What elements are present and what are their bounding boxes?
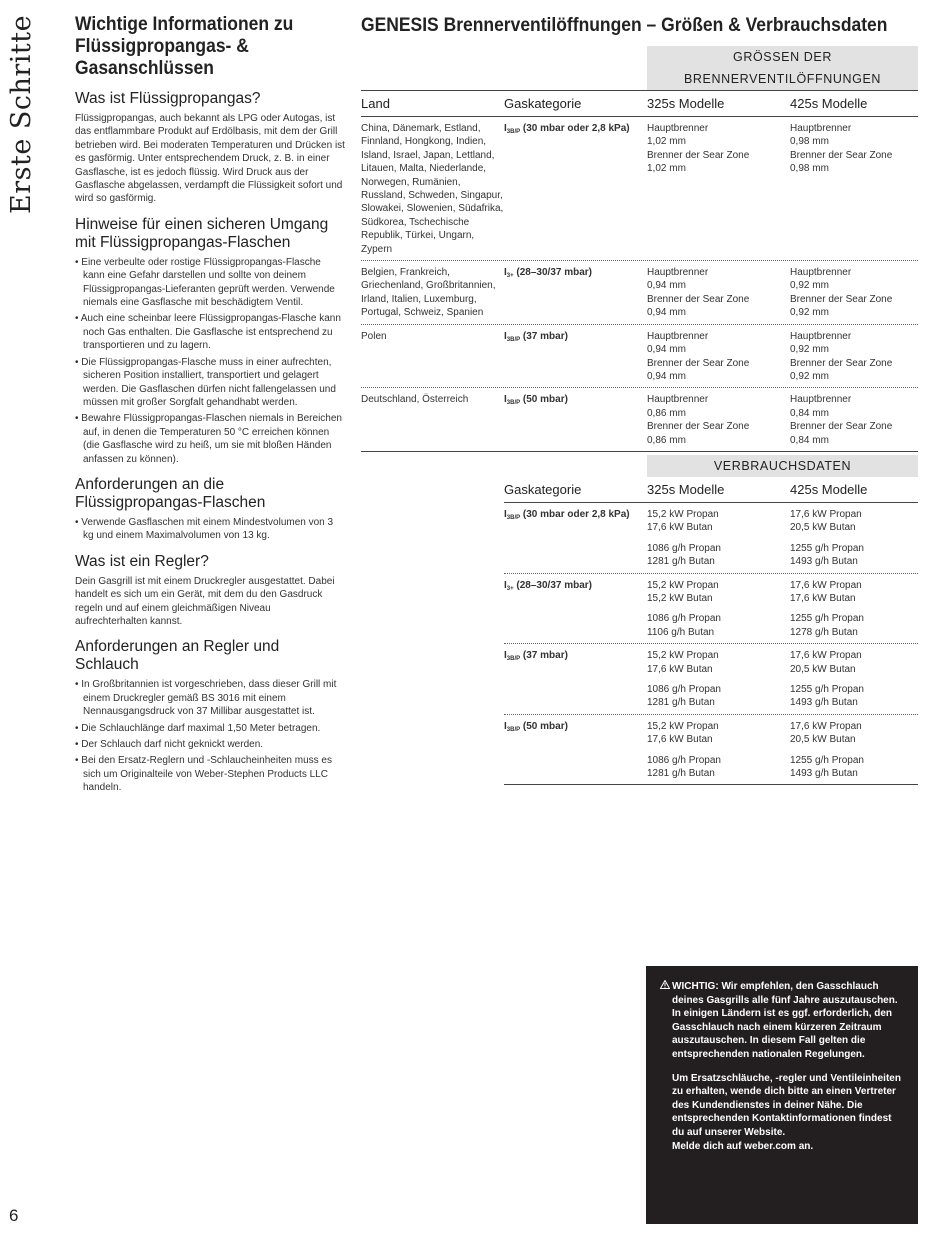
country-list: Belgien, Frankreich, Griechenland, Großbritannien, Irland, Italien, Luxemburg, Portugal, Schweiz, Spanien [361,267,496,319]
mass-flow-values: 1255 g/h Propan 1493 g/h Butan [790,684,864,709]
gas-pressure: (50 mbar) [520,394,568,406]
country-list: China, Dänemark, Estland, Finnland, Hongkong, Indien, Island, Israel, Japan, Lettland, Litauen, Malta, Niederlande, Norwegen, Rumänien, Russland, Schweden, Singapur, Slowakei, Slowenien, Südafrika, Südkorea, Tschechische Republik, Türkei, Ungarn, Zypern [361,123,504,255]
section-text-lpg: Flüssigpropangas, auch bekannt als LPG oder Autogas, ist das entflammbare Produkt auf Erdölbasis, mit dem der Grill betrieben wird. Bei moderaten Temperaturen und Drücken ist es gasförmig. Unter entsprechendem Druck, z. B. in einer Gasflasche, ist es jedoch flüssig. Wird Druck aus der Gasflasche abgelassen, verdampft die Flüssigkeit sofort und wird so gasförmig. [75,113,345,205]
header-325-models: 325s Modelle [647,96,725,111]
mass-flow-values: 1086 g/h Propan 1281 g/h Butan [647,542,721,568]
list-item: • Der Schlauch darf nicht geknickt werden. [75,738,345,751]
power-values: 17,6 kW Propan 20,5 kW Butan [790,650,862,675]
gas-symbol: I [504,123,507,134]
gas-symbol: I [504,579,507,591]
gas-subscript: 3+ [506,585,514,592]
table-row [504,574,918,645]
country-list: Polen [361,330,387,342]
gas-symbol: I [504,508,507,520]
orifice-325: Hauptbrenner 1,02 mm Brenner der Sear Zone 1,02 mm [647,123,750,175]
safe-handling-list [75,256,345,466]
consumption-425 [790,508,918,569]
table-row [504,644,918,715]
header-425-models: 425s Modelle [790,96,868,111]
power-values: 17,6 kW Propan 20,5 kW Butan [790,720,862,746]
header-gas-category: Gaskategorie [504,96,582,111]
gas-category [504,720,647,781]
mass-flow-values: 1255 g/h Propan 1493 g/h Butan [790,542,864,568]
table-row [361,117,918,261]
power-values: 17,6 kW Propan 20,5 kW Butan [790,508,862,534]
regulator-hose-list [75,678,345,794]
power-values: 15,2 kW Propan 17,6 kW Butan [647,720,719,746]
gas-subscript: 3B/P [506,129,521,135]
consumption-band: VERBRAUCHSDATEN [647,455,918,477]
gas-subscript: 3B/P [506,336,521,343]
orifice-425: Hauptbrenner 0,92 mm Brenner der Sear Zone 0,92 mm [790,330,893,382]
table-row [504,715,918,786]
warning-label: WICHTIG: [672,981,719,992]
gas-symbol: I [504,650,507,662]
consumption-425 [790,649,918,710]
warning-paragraph-1 [660,980,904,1062]
table-row [361,388,918,452]
header-425-models: 425s Modelle [790,481,868,497]
gas-pressure: (37 mbar) [520,330,568,342]
mass-flow-values: 1255 g/h Propan 1278 g/h Butan [790,613,864,638]
orifice-425: Hauptbrenner 0,92 mm Brenner der Sear Zone 0,92 mm [790,267,893,319]
gas-category [504,266,647,320]
table-row [361,325,918,389]
right-column [361,14,918,785]
list-item: • Bewahre Flüssigpropangas-Flaschen niemals in Bereichen auf, in denen die Temperaturen 50 °C erreichen können (die Gasflasche wird zu heiß, um sie mit bloßen Händen anfassen zu können). [75,412,345,466]
section-heading-cylinder-requirements: Anforderungen an die Flüssigpropangas-Flaschen [75,475,266,511]
country-list: Deutschland, Österreich [361,394,469,406]
gas-pressure: (37 mbar) [520,650,568,662]
header-325-models: 325s Modelle [647,481,725,497]
mass-flow-values: 1086 g/h Propan 1106 g/h Butan [647,613,721,638]
orifice-sizes-band: GRÖSSEN DER BRENNERVENTILÖFFNUNGEN [647,46,918,90]
list-item: • Verwende Gasflaschen mit einem Mindestvolumen von 3 kg und einem Maximalvolumen von 13 kg. [75,516,345,543]
gas-category [504,122,647,256]
left-column [75,14,345,798]
header-land: Land [361,96,390,111]
gas-category [504,649,647,710]
list-item: • Bei den Ersatz-Reglern und -Schlaucheinheiten muss es sich um Originalteile von Weber-Stephen Products LLC handeln. [75,754,345,794]
section-heading-lpg: Was ist Flüssigpropangas? [75,90,261,107]
list-item: • Die Schlauchlänge darf maximal 1,50 Meter betragen. [75,722,345,735]
gas-subscript: 3B/P [506,656,521,663]
power-values: 15,2 kW Propan 15,2 kW Butan [647,579,719,604]
page-number: 6 [9,1206,19,1225]
gas-category [504,508,647,569]
orifice-425: Hauptbrenner 0,98 mm Brenner der Sear Zone 0,98 mm [790,123,893,175]
gas-subscript: 3B/P [506,514,521,521]
list-item: • In Großbritannien ist vorgeschrieben, dass dieser Grill mit einem Druckregler gemäß BS 3016 mit einem Nennausgangsdruck von 37 Millibar ausgestattet ist. [75,678,345,718]
power-values: 17,6 kW Propan 17,6 kW Butan [790,579,862,604]
gas-pressure: (28–30/37 mbar) [513,579,593,591]
cylinder-requirements-list [75,516,345,543]
power-values: 15,2 kW Propan 17,6 kW Butan [647,508,719,534]
gas-subscript: 3+ [506,273,514,280]
gas-category [504,579,647,640]
list-item: • Die Flüssigpropangas-Flasche muss in einer aufrechten, sicheren Position installiert, transportiert und gelagert werden. Die Gasflaschen dürfen nicht fallengelassen und müssen mit großer Sorgfalt gehandhabt werden. [75,356,345,410]
warning-triangle-icon [660,980,672,994]
warning-box [646,966,918,1224]
orifice-table-body [361,117,918,452]
warning-text-3: Melde dich auf weber.com an. [672,1140,814,1152]
warning-text-1: Wir empfehlen, den Gasschlauch deines Gasgrills alle fünf Jahre auszutauschen. In einigen Ländern ist es ggf. erforderlich, den Gasschlauch nach einem kürzeren Zeitraum auszutauschen. In diesem Fall gelten die entsprechenden nationalen Regelungen. [672,981,898,1060]
warning-text-2: Um Ersatzschläuche, -regler und Ventileinheiten zu erhalten, wende dich bitte an einen Vertreter des Kundendienstes in deiner Nähe. Die entsprechenden Kontaktinformationen findest du auf unserer Website. [672,1072,901,1138]
mass-flow-values: 1255 g/h Propan 1493 g/h Butan [790,754,864,780]
main-heading: Wichtige Informationen zu Flüssigpropangas- & Gasanschlüssen [75,14,294,79]
consumption-325 [647,649,790,710]
gas-category [504,393,647,447]
gas-pressure: (30 mbar oder 2,8 kPa) [520,123,630,134]
consumption-table-header [504,477,918,503]
mass-flow-values: 1086 g/h Propan 1281 g/h Butan [647,684,721,709]
consumption-325 [647,579,790,640]
gas-category [504,330,647,384]
section-heading-safe-handling: Hinweise für einen sicheren Umgang mit Flüssigpropangas-Flaschen [75,215,329,251]
list-item: • Auch eine scheinbar leere Flüssigpropangas-Flasche kann noch Gas enthalten. Die Gasflasche ist entsprechend zu transportieren und zu lagern. [75,312,345,352]
orifice-325: Hauptbrenner 0,94 mm Brenner der Sear Zone 0,94 mm [647,330,750,382]
gas-subscript: 3B/P [506,726,521,733]
consumption-425 [790,579,918,640]
warning-paragraph-2 [660,1072,904,1154]
gas-symbol: I [504,394,507,406]
gas-pressure: (30 mbar oder 2,8 kPa) [520,508,630,520]
table-row [504,503,918,574]
gas-pressure: (28–30/37 mbar) [513,267,593,279]
table-row [361,261,918,325]
gas-symbol: I [504,267,507,279]
orifice-table-header [361,90,918,117]
section-text-regulator: Dein Gasgrill ist mit einem Druckregler ausgestattet. Dabei handelt es sich um ein Gerät, mit dem du den Gasdruck regeln und auf einem gleichmäßigen Niveau aufrechterhalten kannst. [75,575,335,627]
consumption-table-body [504,503,918,786]
gas-symbol: I [504,720,507,732]
section-heading-regulator: Was ist ein Regler? [75,552,209,570]
orifice-325: Hauptbrenner 0,94 mm Brenner der Sear Zone 0,94 mm [647,267,750,319]
orifice-325: Hauptbrenner 0,86 mm Brenner der Sear Zone 0,86 mm [647,394,750,446]
power-values: 15,2 kW Propan 17,6 kW Butan [647,650,719,675]
orifice-425: Hauptbrenner 0,84 mm Brenner der Sear Zone 0,84 mm [790,394,893,446]
section-heading-regulator-hose: Anforderungen an Regler und Schlauch [75,638,280,674]
list-item: • Eine verbeulte oder rostige Flüssigpropangas-Flasche kann eine Gefahr darstellen und sollte von deinem Flüssigpropangas-Lieferanten geprüft werden. Verwende niemals eine Gasflasche mit beschädigtem Ventil. [75,256,345,310]
gas-symbol: I [504,330,507,342]
consumption-325 [647,508,790,569]
consumption-325 [647,720,790,781]
consumption-table [504,455,918,786]
gas-pressure: (50 mbar) [520,720,568,732]
consumption-425 [790,720,918,781]
gas-subscript: 3B/P [506,400,521,407]
mass-flow-values: 1086 g/h Propan 1281 g/h Butan [647,754,721,780]
side-section-title: Erste Schritte [6,14,37,214]
header-gas-category: Gaskategorie [504,481,582,497]
table-title: GENESIS Brennerventilöffnungen – Größen & Verbrauchsdaten [361,15,888,36]
